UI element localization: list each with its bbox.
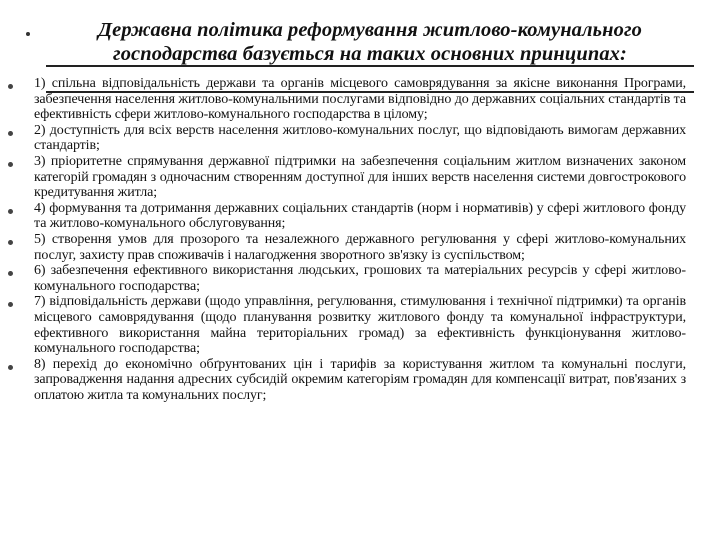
- bullet-icon: [8, 365, 13, 370]
- list-item-text: 4) формування та дотримання державних соціальних стандартів (норм і нормативів) у сфері житлового фонду та житлово-комунального обслуговування;: [34, 200, 686, 232]
- title-bullet-icon: [26, 32, 30, 36]
- list-item: [0, 123, 720, 154]
- bullet-icon: [8, 271, 13, 276]
- list-item: [0, 357, 720, 404]
- bullet-icon: [8, 209, 13, 214]
- bullet-icon: [8, 84, 13, 89]
- list-item: [0, 294, 720, 356]
- principles-list: [0, 76, 720, 403]
- list-item: [0, 154, 720, 201]
- bullet-icon: [8, 162, 13, 167]
- list-item: [0, 263, 720, 294]
- list-item: [0, 76, 720, 123]
- title-row: [0, 18, 720, 74]
- list-item-text: 1) спільна відповідальність держави та органів місцевого самоврядування за якісне виконання Програми, забезпечення населення житлово-комунальними послугами відповідно до державних соціальних стандартів та ефективність сфери житлово-комунального господарства в цілому;: [34, 76, 686, 123]
- list-item-text: 2) доступність для всіх верств населення житлово-комунальних послуг, що відповідають вимогам державних стандартів;: [34, 122, 686, 154]
- bullet-icon: [8, 302, 13, 307]
- title-underline-1: [46, 65, 694, 67]
- list-item-text: 5) створення умов для прозорого та незалежного державного регулювання у сфері житлово-комунальних послуг, захисту прав споживачів і налагодження зворотного зв'язку із суспільством;: [34, 231, 686, 263]
- list-item-text: 7) відповідальність держави (щодо управління, регулювання, стимулювання і технічної підтримки) та органів місцевого самоврядування (щодо планування розвитку житлового фонду та комунальної інфраструктури, ефективного використання майна територіальних громад) за ефективність функціонування житлово-комунального господарства;: [34, 294, 686, 357]
- slide-title: Державна політика реформування житлово-комунального господарства базується на таких основних принципах:: [98, 19, 642, 65]
- bullet-icon: [8, 131, 13, 136]
- list-item-text: 6) забезпечення ефективного використання людських, грошових та матеріальних ресурсів у сфері житлово-комунального господарства;: [34, 263, 686, 294]
- list-item-text: 8) перехід до економічно обґрунтованих цін і тарифів за користування житлом та комунальні послуги, запровадження надання адресних субсидій окремим категоріям громадян для компенсації витрат, пов'язаних з оплатою житла та комунальних послуг;: [34, 356, 686, 403]
- list-item-text: 3) пріоритетне спрямування державної підтримки на забезпечення соціальним житлом визначених законом категорій громадян з одночасним створенням доступної для інших верств населення системи довгострокового кредитування житла;: [34, 153, 686, 201]
- list-item: [0, 232, 720, 263]
- bullet-icon: [8, 240, 13, 245]
- list-item: [0, 201, 720, 232]
